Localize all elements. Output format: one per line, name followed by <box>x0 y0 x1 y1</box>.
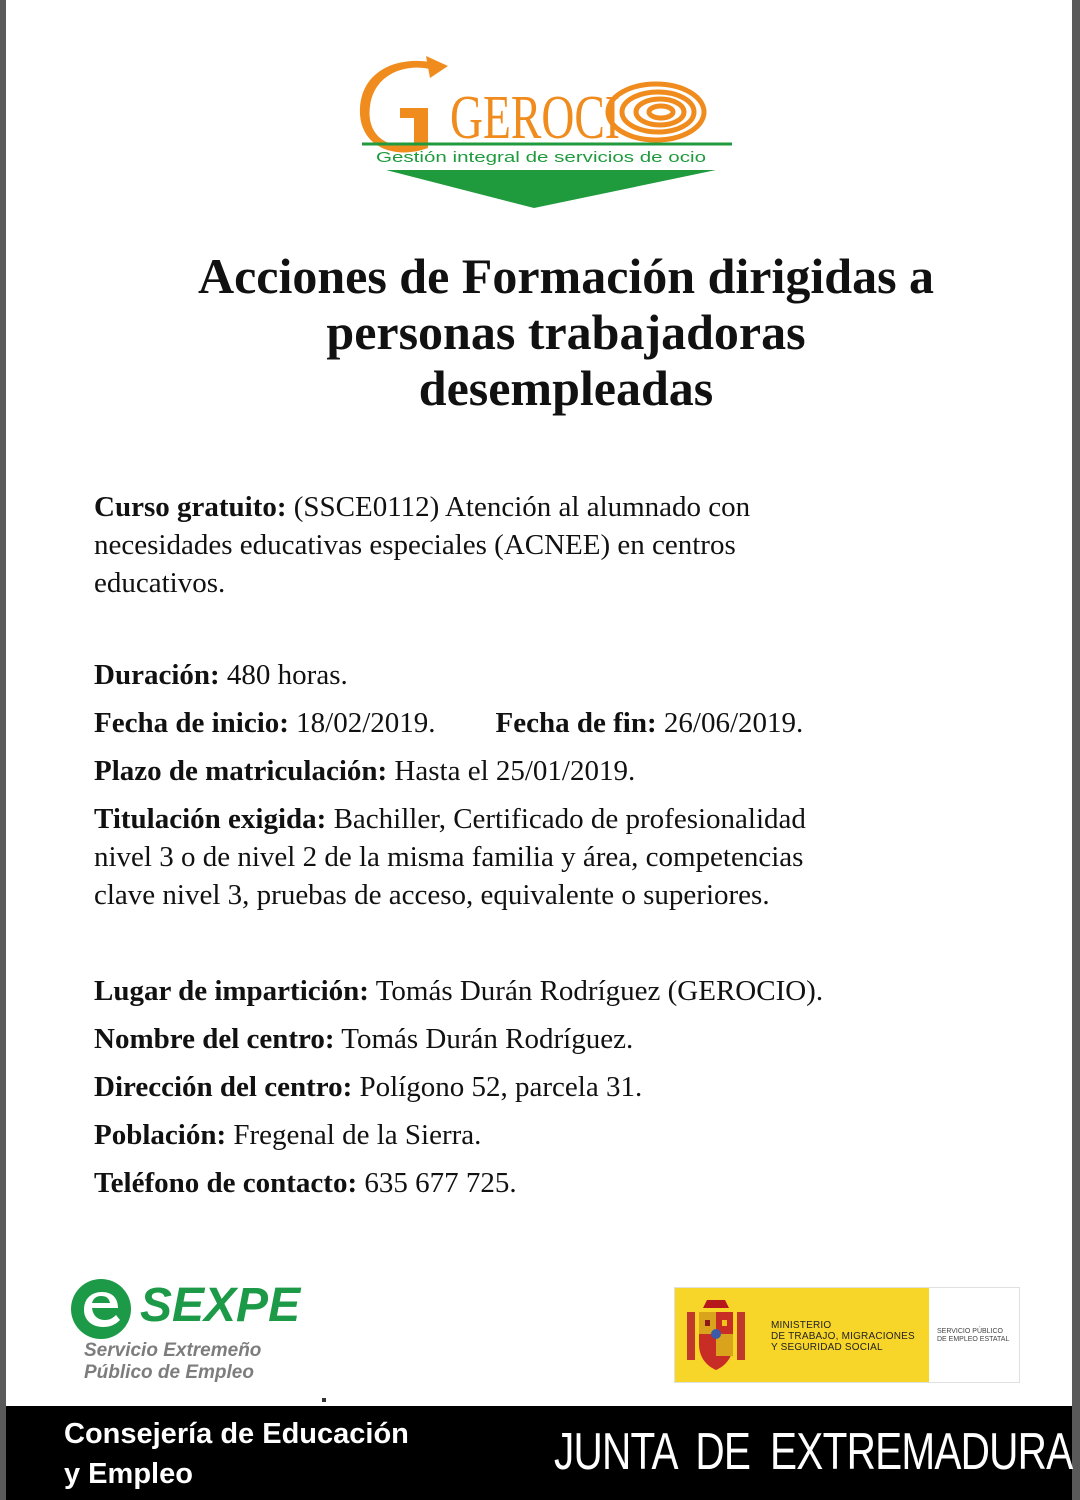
ministry-line-1: MINISTERIO <box>771 1320 832 1331</box>
enrollment-value: Hasta el 25/01/2019. <box>394 755 636 787</box>
course-paragraph <box>94 488 994 602</box>
course-line-2: necesidades educativas especiales (ACNEE) en centros <box>94 529 736 561</box>
center-row <box>94 1020 994 1058</box>
place-label: Lugar de impartición: <box>94 975 369 1007</box>
sexpe-subtitle-line-1: Servicio Extremeño <box>84 1340 262 1361</box>
town-value: Fregenal de la Sierra. <box>233 1119 482 1151</box>
duration-label: Duración: <box>94 659 220 691</box>
duration-row <box>94 656 994 694</box>
address-value: Polígono 52, parcela 31. <box>359 1071 643 1103</box>
spee-name <box>937 1328 1009 1344</box>
dates-row <box>94 704 994 742</box>
consejeria-line-1: Consejería de Educación <box>64 1418 409 1450</box>
sexpe-logo <box>68 1272 301 1387</box>
town-label: Población: <box>94 1119 227 1151</box>
ministry-logo <box>674 1287 1020 1383</box>
course-line-1: (SSCE0112) Atención al alumnado con <box>293 491 751 523</box>
requirements-line-3: clave nivel 3, pruebas de acceso, equivalente o superiores. <box>94 879 770 911</box>
stray-mark <box>322 1398 326 1402</box>
center-value: Tomás Durán Rodríguez. <box>341 1023 634 1055</box>
logo-arrow <box>426 56 448 78</box>
logo-triangle <box>386 170 716 208</box>
footer-bar <box>6 1406 1072 1500</box>
page-title <box>66 248 1066 416</box>
sexpe-subtitle-line-2: Público de Empleo <box>84 1362 254 1383</box>
junta-extremadura: JUNTA DE EXTREMADURA <box>554 1423 1073 1481</box>
geroci-logo <box>356 52 736 212</box>
logo-g-letter <box>360 61 440 153</box>
requirements-line-1: Bachiller, Certificado de profesionalidad <box>333 803 806 835</box>
ministry-yellow-band <box>675 1288 929 1382</box>
title-line-1: Acciones de Formación dirigidas a <box>197 248 935 304</box>
ministry-name <box>771 1320 915 1353</box>
requirements-block <box>94 800 994 914</box>
ministry-line-3: Y SEGURIDAD SOCIAL <box>771 1342 883 1353</box>
sexpe-subtitle <box>84 1340 261 1384</box>
consejeria-name <box>64 1414 409 1494</box>
sexpe-name: SEXPE <box>140 1279 301 1332</box>
consejeria-line-2: y Empleo <box>64 1458 193 1490</box>
enrollment-row <box>94 752 994 790</box>
address-label: Dirección del centro: <box>94 1071 353 1103</box>
enrollment-label: Plazo de matriculación: <box>94 755 388 787</box>
title-line-2: personas trabajadoras <box>326 304 806 360</box>
logo-spiral <box>608 84 704 140</box>
address-row <box>94 1068 994 1106</box>
start-date-label: Fecha de inicio: <box>94 707 289 739</box>
phone-value: 635 677 725. <box>364 1167 517 1199</box>
course-info <box>94 488 994 1202</box>
start-date-value: 18/02/2019. <box>296 707 436 739</box>
center-label: Nombre del centro: <box>94 1023 335 1055</box>
duration-value: 480 horas. <box>226 659 348 691</box>
course-label: Curso gratuito: <box>94 491 287 523</box>
phone-row <box>94 1164 994 1202</box>
course-line-3: educativos. <box>94 567 226 599</box>
place-row <box>94 972 994 1010</box>
requirements-line-2: nivel 3 o de nivel 2 de la misma familia y área, competencias <box>94 841 804 873</box>
spee-line-1: SERVICIO PÚBLICO <box>937 1328 1004 1335</box>
ministry-line-2: DE TRABAJO, MIGRACIONES <box>771 1331 915 1342</box>
sexpe-e-icon <box>70 1278 132 1340</box>
logo-wordmark: GEROCI <box>450 84 620 152</box>
end-date-value: 26/06/2019. <box>663 707 804 739</box>
phone-label: Teléfono de contacto: <box>94 1167 358 1199</box>
coat-of-arms-icon <box>685 1298 747 1374</box>
end-date-label: Fecha de fin: <box>495 707 657 739</box>
logo-tagline: Gestión integral de servicios de ocio <box>376 149 706 166</box>
title-line-3: desempleadas <box>418 360 714 416</box>
requirements-label: Titulación exigida: <box>94 803 327 835</box>
spee-line-2: DE EMPLEO ESTATAL <box>937 1336 1010 1343</box>
document-page <box>6 0 1072 1500</box>
town-row <box>94 1116 994 1154</box>
place-value: Tomás Durán Rodríguez (GEROCIO). <box>375 975 824 1007</box>
